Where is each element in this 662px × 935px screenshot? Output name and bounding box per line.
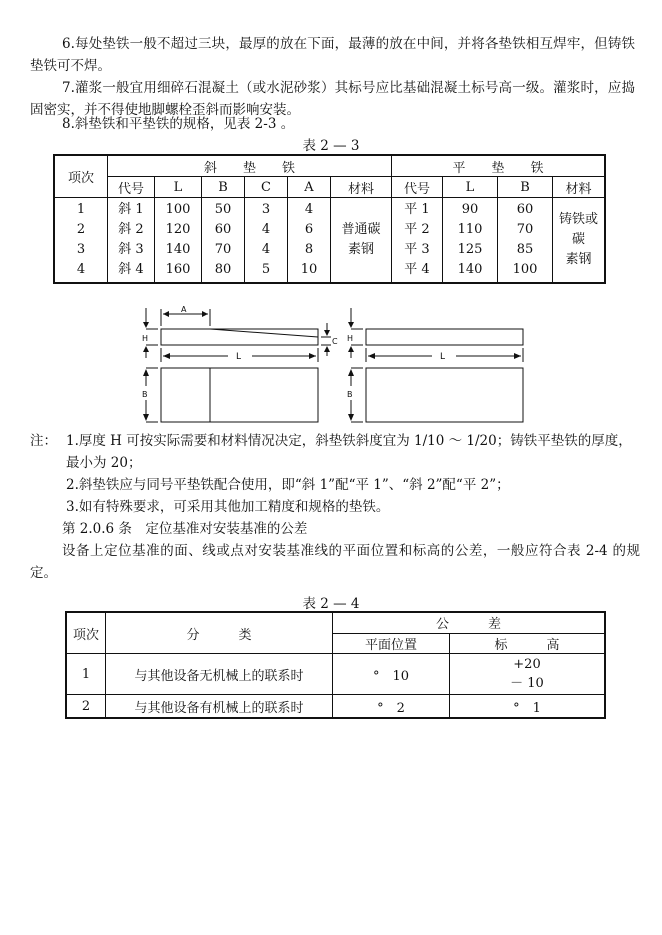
header-item: 项次 bbox=[54, 155, 108, 198]
note-3: 3.如有特殊要求，可采用其他加工精度和规格的垫铁。 bbox=[66, 499, 390, 515]
label-H-right: H bbox=[347, 334, 354, 343]
col-flat-B: 60 70 85 100 bbox=[498, 198, 553, 284]
row1-item: 1 bbox=[66, 654, 106, 695]
col-slant-codes: 斜 1 斜 2 斜 3 斜 4 bbox=[108, 198, 155, 284]
label-C: C bbox=[332, 337, 338, 346]
header-tolerance: 公 差 bbox=[333, 612, 606, 633]
shim-diagram bbox=[0, 298, 662, 428]
header-plane-position: 平面位置 bbox=[333, 633, 450, 654]
col-slant-C: 3 4 4 5 bbox=[245, 198, 288, 284]
row2-plane: ° 2 bbox=[333, 695, 450, 719]
header-slant-code: 代号 bbox=[108, 177, 155, 198]
header-slant-C: C bbox=[245, 177, 288, 198]
header-flat-group: 平 垫 铁 bbox=[392, 155, 606, 177]
header-item: 项次 bbox=[66, 612, 106, 654]
label-L-right: L bbox=[440, 352, 446, 362]
label-B-right: B bbox=[347, 390, 353, 399]
table-2-3 bbox=[53, 154, 606, 284]
header-slant-L: L bbox=[155, 177, 202, 198]
header-category: 分 类 bbox=[106, 612, 333, 654]
header-slant-A: A bbox=[288, 177, 331, 198]
header-flat-code: 代号 bbox=[392, 177, 443, 198]
table-2-3-caption: 表 2 — 3 bbox=[302, 138, 360, 154]
header-elevation: 标 高 bbox=[450, 633, 606, 654]
note-2: 2.斜垫铁应与同号平垫铁配合使用，即“斜 1”配“平 1”、“斜 2”配“平 2”； bbox=[66, 477, 510, 493]
header-slant-group: 斜 垫 铁 bbox=[108, 155, 392, 177]
paragraph-8: 8.斜垫铁和平垫铁的规格，见表 2-3 。 bbox=[62, 116, 295, 132]
col-slant-A: 4 6 8 10 bbox=[288, 198, 331, 284]
header-flat-L: L bbox=[443, 177, 498, 198]
col-flat-material: 铸铁或碳 素钢 bbox=[553, 198, 606, 284]
col-items: 1 2 3 4 bbox=[54, 198, 108, 284]
label-B-left: B bbox=[142, 390, 148, 399]
note-1: 1.厚度 H 可按实际需要和材料情况决定，斜垫铁斜度宜为 1/10 ～ 1/20；铸铁平垫铁的厚度，最小为 20； bbox=[66, 433, 632, 471]
col-flat-L: 90 110 125 140 bbox=[443, 198, 498, 284]
label-A: A bbox=[181, 305, 187, 314]
row2-category: 与其他设备有机械上的联系时 bbox=[106, 695, 333, 719]
paragraph-7: 7.灌浆一般宜用细碎石混凝土（或水泥砂浆）其标号应比基础混凝土标号高一级。灌浆时，应捣固密实，并不得使地脚螺栓歪斜而影响安装。 bbox=[30, 80, 635, 118]
label-H-left: H bbox=[142, 334, 149, 343]
header-slant-B: B bbox=[202, 177, 245, 198]
paragraph-6: 6.每处垫铁一般不超过三块，最厚的放在下面，最薄的放在中间，并将各垫铁相互焊牢，但铸铁垫铁可不焊。 bbox=[30, 36, 635, 74]
notes-block bbox=[30, 430, 640, 584]
slant-shim-top bbox=[161, 368, 318, 422]
col-slant-material: 普通碳 素钢 bbox=[331, 198, 392, 284]
table-row bbox=[66, 654, 605, 695]
row1-elevation: +20 － 10 bbox=[450, 654, 606, 695]
table-2-4 bbox=[65, 611, 606, 719]
label-L-left: L bbox=[236, 352, 242, 362]
row2-elevation: ° 1 bbox=[450, 695, 606, 719]
row2-item: 2 bbox=[66, 695, 106, 719]
row1-category: 与其他设备无机械上的联系时 bbox=[106, 654, 333, 695]
row1-plane: ° 10 bbox=[333, 654, 450, 695]
flat-shim-side bbox=[366, 329, 523, 345]
col-slant-B: 50 60 70 80 bbox=[202, 198, 245, 284]
clause-2-0-6-text: 设备上定位基准的面、线或点对安装基准线的平面位置和标高的公差，一般应符合表 2-4 的规定。 bbox=[30, 543, 640, 581]
header-slant-material: 材料 bbox=[331, 177, 392, 198]
table-row bbox=[66, 695, 605, 719]
header-flat-material: 材料 bbox=[553, 177, 606, 198]
header-flat-B: B bbox=[498, 177, 553, 198]
slant-shim-taper bbox=[210, 329, 318, 337]
notes-prefix: 注： bbox=[30, 433, 57, 449]
col-slant-L: 100 120 140 160 bbox=[155, 198, 202, 284]
col-flat-codes: 平 1 平 2 平 3 平 4 bbox=[392, 198, 443, 284]
flat-shim-top bbox=[366, 368, 523, 422]
clause-2-0-6-title: 第 2.0.6 条 定位基准对安装基准的公差 bbox=[62, 521, 308, 537]
table-2-4-caption: 表 2 — 4 bbox=[302, 596, 360, 612]
